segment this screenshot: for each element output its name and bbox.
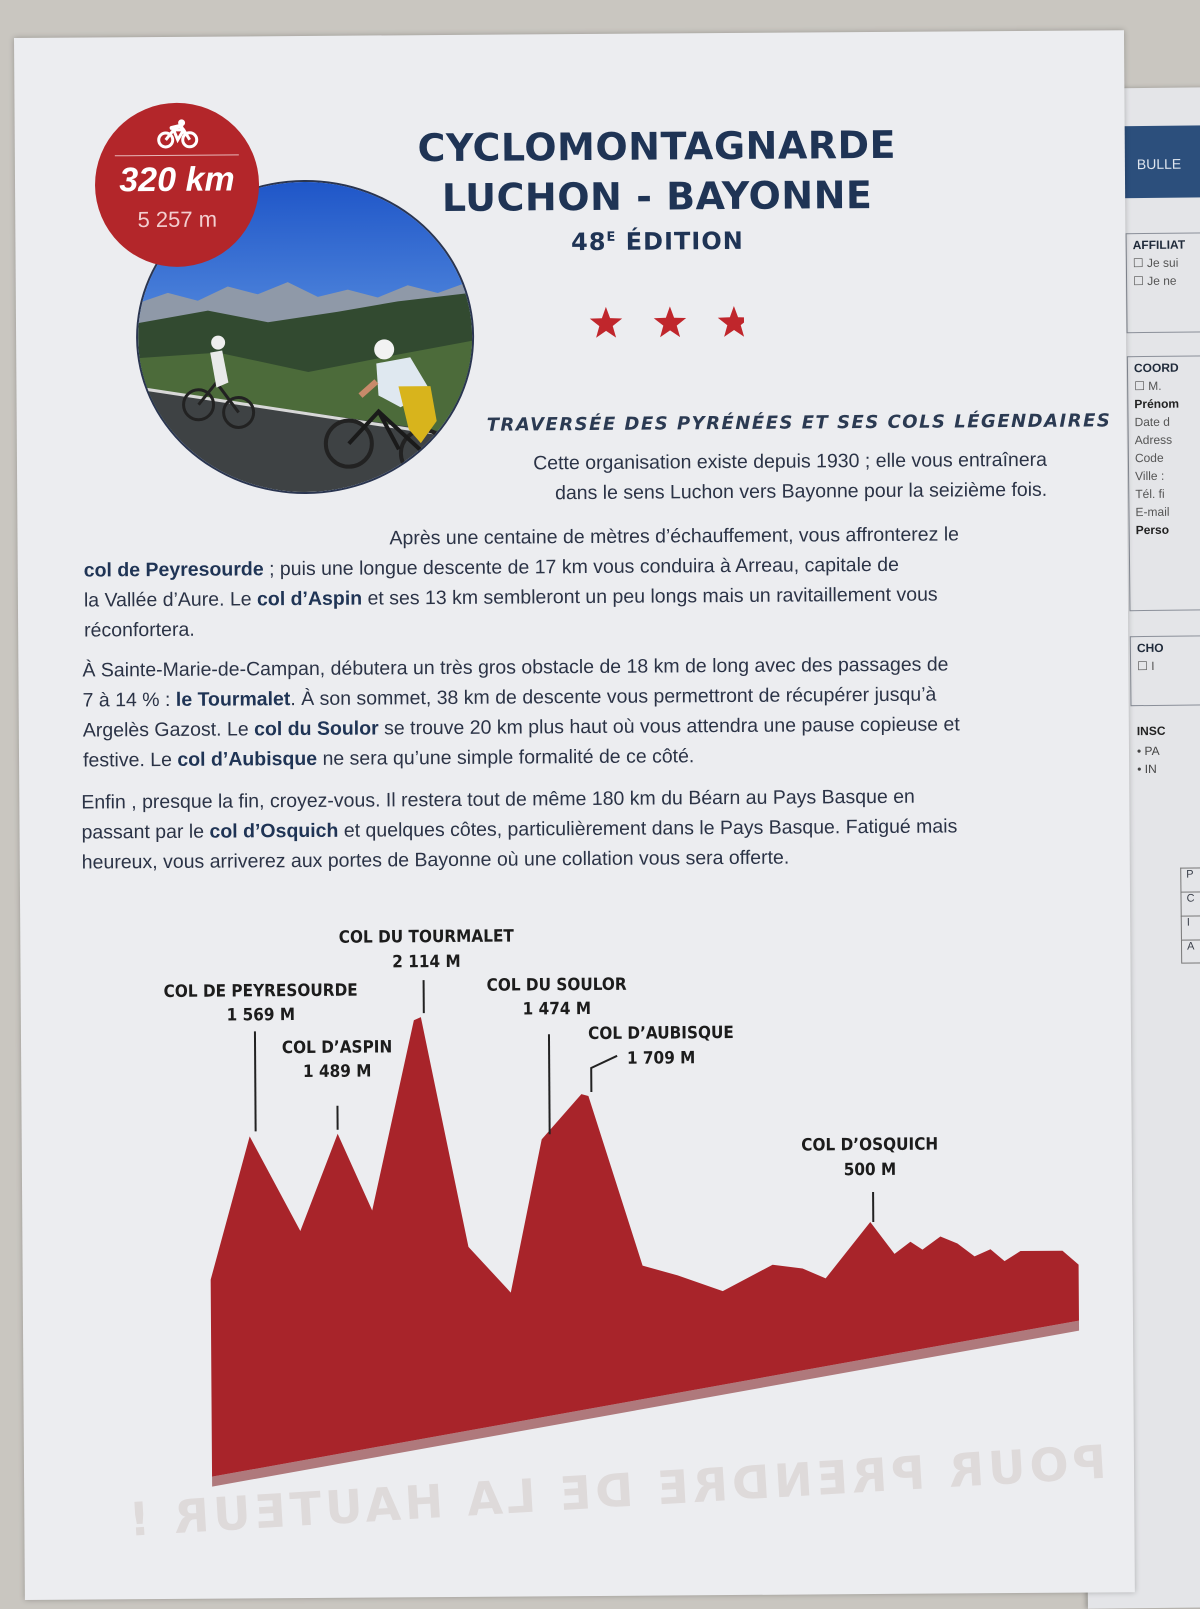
text-span: festive. Le xyxy=(83,749,177,772)
choice-option[interactable]: ☐ I xyxy=(1137,658,1200,673)
text-span: se trouve 20 km plus haut où vous attendra une pause copieuse et xyxy=(379,713,960,739)
text-line: Cette organisation existe depuis 1930 ; elle vous entraînera xyxy=(447,445,1047,479)
col-peyresourde-altitude: 1 569 M xyxy=(227,1005,296,1025)
cyclist-icon xyxy=(157,119,199,149)
text-span: la Vallée d’Aure. Le xyxy=(84,588,257,611)
col-osquich-label: COL D’OSQUICH xyxy=(801,1135,938,1156)
col-tourmalet-text: le Tourmalet xyxy=(176,688,291,711)
col-aspin-label: COL D’ASPIN xyxy=(282,1037,392,1058)
col-peyresourde-label: COL DE PEYRESOURDE xyxy=(164,981,358,1002)
choice-title: CHO xyxy=(1137,640,1200,655)
edition-superscript: E xyxy=(606,230,616,245)
text-span: 7 à 14 % : xyxy=(83,689,176,712)
table-cell: A xyxy=(1181,939,1200,963)
col-aspin-text: col d’Aspin xyxy=(257,588,362,611)
text-line: réconfortera. xyxy=(84,609,1044,646)
leader-line xyxy=(549,1034,550,1134)
subtitle: TRAVERSÉE DES PYRÉNÉES ET SES COLS LÉGENDAIRES xyxy=(487,410,1112,435)
text-span: ne sera qu’une simple formalité de ce côté. xyxy=(317,745,694,770)
coordinates-title: COORD xyxy=(1134,360,1200,375)
form-banner: BULLE xyxy=(1120,125,1200,198)
text-span: . À son sommet, 38 km de descente vous permettront de récupérer jusqu’à xyxy=(290,684,936,711)
table-cell: P xyxy=(1180,867,1200,891)
coord-line: Prénom xyxy=(1134,396,1200,411)
badge-elevation: 5 257 m xyxy=(95,206,259,233)
edition-word: ÉDITION xyxy=(626,227,744,256)
col-peyresourde-text: col de Peyresourde xyxy=(84,558,264,581)
coord-line: Ville : xyxy=(1135,468,1200,483)
col-tourmalet-altitude: 2 114 M xyxy=(392,952,461,972)
text-line: Après une centaine de mètres d’échauffement, vous affronterez le xyxy=(83,519,1043,556)
coord-line: Date d xyxy=(1134,414,1200,429)
title-line-1: CYCLOMONTAGNARDE xyxy=(387,120,927,174)
table-cell: C xyxy=(1180,891,1200,915)
leader-line xyxy=(591,1056,617,1092)
col-aubisque-label: COL D’AUBISQUE xyxy=(588,1023,734,1044)
distance-badge xyxy=(94,102,259,267)
coord-line: Adress xyxy=(1135,432,1200,447)
brochure-page xyxy=(14,30,1135,1600)
choice-box xyxy=(1130,635,1200,706)
badge-divider xyxy=(115,154,239,156)
col-aspin-altitude: 1 489 M xyxy=(303,1062,372,1082)
text-line: Enfin , presque la fin, croyez-vous. Il restera tout de même 180 km du Béarn au Pays Basque en xyxy=(81,781,1071,818)
col-soulor-altitude: 1 474 M xyxy=(523,999,592,1019)
inscription-list xyxy=(1137,724,1166,780)
inscription-item: • IN xyxy=(1137,762,1166,776)
price-table xyxy=(1180,867,1200,963)
coord-line: Tél. fi xyxy=(1135,486,1200,501)
leader-line xyxy=(255,1031,256,1131)
col-osquich-text: col d’Osquich xyxy=(209,820,338,843)
badge-distance: 320 km xyxy=(95,160,259,200)
edition-number: 48 xyxy=(571,228,607,256)
text-span: et ses 13 km sembleront un peu longs mais un ravitaillement vous xyxy=(362,584,938,610)
col-aubisque-altitude: 1 709 M xyxy=(627,1048,696,1068)
coord-line: E-mail xyxy=(1135,504,1200,519)
text-span: Argelès Gazost. Le xyxy=(83,718,254,741)
text-line: À Sainte-Marie-de-Campan, débutera un très gros obstacle de 18 km de long avec des passages de xyxy=(82,649,1062,686)
col-tourmalet-label: COL DU TOURMALET xyxy=(339,927,515,948)
text-span: et quelques côtes, particulièrement dans le Pays Basque. Fatigué mais xyxy=(338,815,957,841)
affiliation-title: AFFILIAT xyxy=(1133,237,1200,252)
text-span: ; puis une longue descente de 17 km vous conduira à Arreau, capitale de xyxy=(264,554,899,580)
coord-line: Code xyxy=(1135,450,1200,465)
text-span: passant par le xyxy=(81,821,209,844)
inscription-item: • PA xyxy=(1137,744,1166,758)
col-soulor-text: col du Soulor xyxy=(254,717,379,740)
text-line: dans le sens Luchon vers Bayonne pour la seizième fois. xyxy=(447,475,1047,509)
affiliation-option-2[interactable]: ☐ Je ne xyxy=(1133,273,1200,288)
affiliation-box xyxy=(1126,232,1200,333)
text-line: heureux, vous arriverez aux portes de Bayonne où une collation vous sera offerte. xyxy=(82,841,1072,878)
coord-line[interactable]: ☐ M. xyxy=(1134,378,1200,393)
inscription-title: INSC xyxy=(1137,724,1166,738)
coordinates-box xyxy=(1127,355,1200,611)
col-osquich-altitude: 500 M xyxy=(844,1160,897,1180)
title-line-2: LUCHON - BAYONNE xyxy=(387,170,927,224)
table-cell: I xyxy=(1181,915,1200,939)
col-aubisque-text: col d’Aubisque xyxy=(177,748,317,771)
affiliation-option-1[interactable]: ☐ Je sui xyxy=(1133,255,1200,270)
watermark-text: POUR PRENDRE DE LA HAUTEUR ! xyxy=(123,1435,1107,1547)
col-soulor-label: COL DU SOULOR xyxy=(487,975,627,996)
coord-line: Perso xyxy=(1136,522,1200,537)
